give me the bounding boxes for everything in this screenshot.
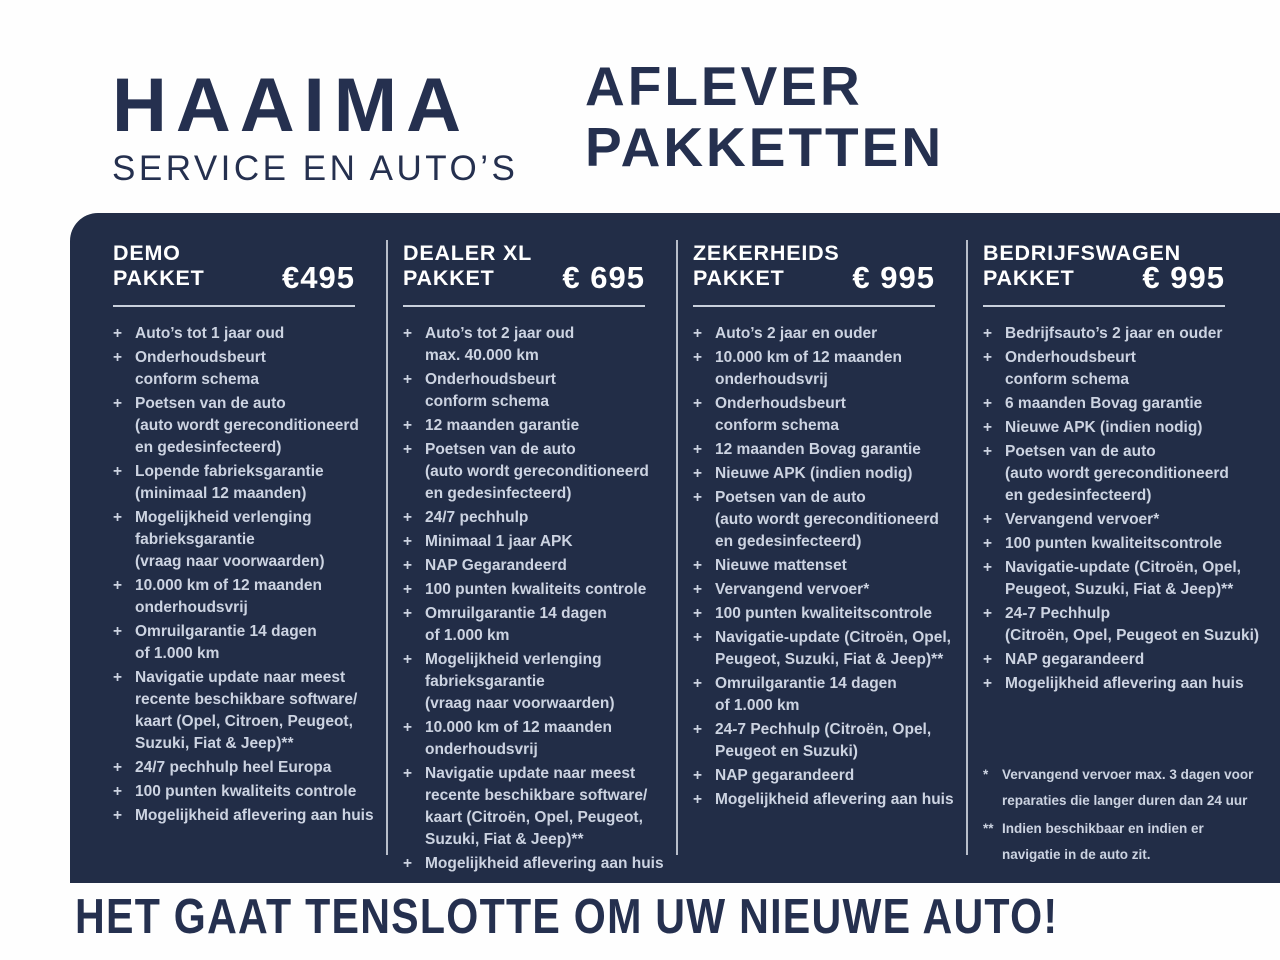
plus-icon: +: [403, 719, 413, 736]
feature-line: en gedesinfecteerd): [135, 439, 282, 456]
package-header: [403, 240, 645, 295]
package-name: [403, 241, 532, 291]
feature-line: Auto’s tot 1 jaar oud: [135, 325, 285, 342]
plus-icon: +: [983, 675, 993, 692]
plus-icon: +: [983, 325, 993, 342]
feature-line: Omruilgarantie 14 dagen: [135, 623, 317, 640]
plus-icon: +: [403, 557, 413, 574]
feature-line: onderhoudsvrij: [715, 371, 828, 388]
feature-line: max. 40.000 km: [425, 347, 539, 364]
plus-icon: +: [113, 807, 123, 824]
feature-line: conform schema: [1005, 371, 1130, 388]
package-name-line: PAKKET: [113, 266, 205, 290]
feature-line: Vervangend vervoer*: [715, 581, 870, 598]
plus-icon: +: [983, 535, 993, 552]
feature-line: Mogelijkheid verlenging: [425, 651, 602, 668]
package-feature: [403, 555, 669, 577]
feature-line: Poetsen van de auto: [425, 441, 576, 458]
package-feature: [113, 575, 379, 619]
feature-line: 6 maanden Bovag garantie: [1005, 395, 1203, 412]
feature-line: Onderhoudsbeurt: [715, 395, 846, 412]
package-name-line: ZEKERHEIDS: [693, 241, 840, 265]
feature-line: conform schema: [135, 371, 260, 388]
plus-icon: +: [113, 349, 123, 366]
feature-line: (auto wordt gereconditioneerd: [715, 511, 939, 528]
plus-icon: +: [403, 533, 413, 550]
package-feature: [693, 765, 959, 787]
feature-line: 100 punten kwaliteitscontrole: [1005, 535, 1223, 552]
feature-line: (auto wordt gereconditioneerd: [425, 463, 649, 480]
feature-line: Lopende fabrieksgarantie: [135, 463, 324, 480]
feature-line: NAP gegarandeerd: [1005, 651, 1145, 668]
feature-line: Nieuwe APK (indien nodig): [1005, 419, 1203, 436]
package-feature: [403, 369, 669, 413]
feature-line: 24-7 Pechhulp (Citroën, Opel,: [715, 721, 932, 738]
package-feature-list: [403, 323, 669, 875]
package-feature: [983, 509, 1272, 531]
logo-tagline: SERVICE EN AUTO’S: [112, 149, 519, 188]
package-feature: [403, 763, 669, 851]
feature-line: Auto’s 2 jaar en ouder: [715, 325, 878, 342]
plus-icon: +: [113, 759, 123, 776]
plus-icon: +: [113, 669, 123, 686]
feature-line: 100 punten kwaliteits controle: [425, 581, 647, 598]
footer-headline: HET GAAT TENSLOTTE OM UW NIEUWE AUTO!: [75, 890, 1059, 944]
package-header: [113, 240, 355, 295]
package-feature: [693, 463, 959, 485]
feature-line: Minimaal 1 jaar APK: [425, 533, 573, 550]
package-name-line: DEALER XL: [403, 241, 533, 265]
plus-icon: +: [693, 489, 703, 506]
plus-icon: +: [693, 721, 703, 738]
plus-icon: +: [983, 511, 993, 528]
package-price: €495: [282, 260, 355, 295]
feature-line: recente beschikbare software/: [135, 691, 358, 708]
footnote-marker: **: [983, 821, 994, 836]
footnote-line: navigatie in de auto zit.: [1002, 847, 1151, 862]
feature-line: conform schema: [425, 393, 550, 410]
plus-icon: +: [113, 395, 123, 412]
package-feature-list: [983, 323, 1272, 695]
feature-line: 12 maanden garantie: [425, 417, 580, 434]
feature-line: (auto wordt gereconditioneerd: [135, 417, 359, 434]
package-feature: [693, 393, 959, 437]
feature-line: Peugeot, Suzuki, Fiat & Jeep)**: [1005, 581, 1234, 598]
package-feature: [693, 323, 959, 345]
feature-line: Omruilgarantie 14 dagen: [425, 605, 607, 622]
plus-icon: +: [693, 581, 703, 598]
feature-line: Navigatie update naar meest: [425, 765, 636, 782]
plus-icon: +: [113, 577, 123, 594]
package-feature: [693, 719, 959, 763]
plus-icon: +: [113, 463, 123, 480]
packages-panel: [70, 213, 1280, 883]
feature-line: Poetsen van de auto: [1005, 443, 1156, 460]
header-rule: [403, 305, 645, 307]
package-feature: [983, 393, 1272, 415]
package-price: € 995: [852, 260, 935, 295]
package-feature: [113, 393, 379, 459]
plus-icon: +: [693, 441, 703, 458]
plus-icon: +: [113, 509, 123, 526]
feature-line: (Citroën, Opel, Peugeot en Suzuki): [1005, 627, 1260, 644]
plus-icon: +: [403, 855, 413, 872]
package-feature: [983, 649, 1272, 671]
plus-icon: +: [693, 395, 703, 412]
plus-icon: +: [693, 605, 703, 622]
package-feature: [403, 531, 669, 553]
feature-line: fabrieksgarantie: [425, 673, 545, 690]
feature-line: Poetsen van de auto: [135, 395, 286, 412]
plus-icon: +: [983, 651, 993, 668]
package-feature: [113, 347, 379, 391]
feature-line: 100 punten kwaliteits controle: [135, 783, 357, 800]
plus-icon: +: [403, 509, 413, 526]
feature-line: Navigatie-update (Citroën, Opel,: [715, 629, 951, 646]
plus-icon: +: [983, 443, 993, 460]
plus-icon: +: [693, 767, 703, 784]
plus-icon: +: [693, 675, 703, 692]
plus-icon: +: [403, 325, 413, 342]
footnote-marker: *: [983, 767, 989, 782]
feature-line: conform schema: [715, 417, 840, 434]
feature-line: Omruilgarantie 14 dagen: [715, 675, 897, 692]
feature-line: of 1.000 km: [715, 697, 800, 714]
haaima-logo: [112, 63, 519, 189]
package-feature: [403, 415, 669, 437]
feature-line: Auto’s tot 2 jaar oud: [425, 325, 575, 342]
feature-line: Suzuki, Fiat & Jeep)**: [135, 735, 294, 752]
package-feature: [113, 667, 379, 755]
package-column-4: [967, 213, 1280, 883]
feature-line: Poetsen van de auto: [715, 489, 866, 506]
feature-line: Mogelijkheid aflevering aan huis: [715, 791, 954, 808]
package-feature: [693, 555, 959, 577]
package-feature: [983, 603, 1272, 647]
logo-name: HAAIMA: [112, 63, 470, 148]
feature-line: Mogelijkheid aflevering aan huis: [425, 855, 664, 872]
plus-icon: +: [983, 559, 993, 576]
header-rule: [983, 305, 1225, 307]
package-feature: [403, 717, 669, 761]
feature-line: Vervangend vervoer*: [1005, 511, 1160, 528]
feature-line: 24/7 pechhulp heel Europa: [135, 759, 332, 776]
feature-line: Onderhoudsbeurt: [1005, 349, 1136, 366]
package-feature: [693, 487, 959, 553]
package-feature: [983, 417, 1272, 439]
package-name: [113, 241, 205, 291]
feature-line: Bedrijfsauto’s 2 jaar en ouder: [1005, 325, 1223, 342]
package-feature: [693, 603, 959, 625]
plus-icon: +: [693, 557, 703, 574]
feature-line: recente beschikbare software/: [425, 787, 648, 804]
package-name-line: PAKKET: [403, 266, 495, 290]
plus-icon: +: [693, 349, 703, 366]
feature-line: 10.000 km of 12 maanden: [135, 577, 322, 594]
package-feature: [693, 789, 959, 811]
feature-line: Peugeot en Suzuki): [715, 743, 858, 760]
package-feature: [113, 323, 379, 345]
package-feature: [113, 621, 379, 665]
package-feature: [403, 649, 669, 715]
feature-line: 24-7 Pechhulp: [1005, 605, 1111, 622]
feature-line: 12 maanden Bovag garantie: [715, 441, 921, 458]
plus-icon: +: [113, 783, 123, 800]
package-feature: [113, 757, 379, 779]
package-header: [983, 240, 1225, 295]
package-feature: [693, 627, 959, 671]
package-feature: [693, 673, 959, 717]
plus-icon: +: [983, 605, 993, 622]
package-name: [693, 241, 840, 291]
package-header: [693, 240, 935, 295]
feature-line: Peugeot, Suzuki, Fiat & Jeep)**: [715, 651, 944, 668]
plus-icon: +: [113, 623, 123, 640]
plus-icon: +: [983, 419, 993, 436]
plus-icon: +: [983, 395, 993, 412]
header-rule: [113, 305, 355, 307]
page-title-line1: AFLEVER: [585, 55, 863, 117]
feature-line: onderhoudsvrij: [135, 599, 248, 616]
feature-line: Mogelijkheid verlenging: [135, 509, 312, 526]
package-feature: [403, 507, 669, 529]
package-name-line: PAKKET: [693, 266, 785, 290]
footnote-line: Indien beschikbaar en indien er: [1002, 821, 1204, 836]
feature-line: 24/7 pechhulp: [425, 509, 529, 526]
feature-line: (auto wordt gereconditioneerd: [1005, 465, 1229, 482]
plus-icon: +: [403, 605, 413, 622]
plus-icon: +: [693, 325, 703, 342]
package-feature: [403, 603, 669, 647]
plus-icon: +: [113, 325, 123, 342]
package-feature: [113, 805, 379, 827]
package-feature: [983, 441, 1272, 507]
plus-icon: +: [693, 791, 703, 808]
plus-icon: +: [983, 349, 993, 366]
package-column-3: [677, 213, 967, 883]
plus-icon: +: [403, 441, 413, 458]
package-feature: [113, 461, 379, 505]
package-feature: [983, 323, 1272, 345]
package-column-1: [70, 213, 387, 883]
package-price: € 995: [1142, 260, 1225, 295]
package-price: € 695: [562, 260, 645, 295]
feature-line: of 1.000 km: [425, 627, 510, 644]
feature-line: Mogelijkheid aflevering aan huis: [1005, 675, 1244, 692]
package-feature: [113, 781, 379, 803]
package-feature: [983, 347, 1272, 391]
feature-line: Onderhoudsbeurt: [425, 371, 556, 388]
feature-line: of 1.000 km: [135, 645, 220, 662]
feature-line: Navigatie-update (Citroën, Opel,: [1005, 559, 1241, 576]
footnote-line: Vervangend vervoer max. 3 dagen voor: [1002, 767, 1254, 782]
feature-line: onderhoudsvrij: [425, 741, 538, 758]
feature-line: 10.000 km of 12 maanden: [715, 349, 902, 366]
package-feature: [693, 347, 959, 391]
feature-line: 100 punten kwaliteitscontrole: [715, 605, 933, 622]
package-name-line: BEDRIJFSWAGEN: [983, 241, 1181, 265]
feature-line: en gedesinfecteerd): [425, 485, 572, 502]
plus-icon: +: [403, 581, 413, 598]
feature-line: Navigatie update naar meest: [135, 669, 346, 686]
package-feature: [983, 673, 1272, 695]
header-rule: [693, 305, 935, 307]
package-feature: [113, 507, 379, 573]
package-feature-list: [113, 323, 379, 827]
feature-line: 10.000 km of 12 maanden: [425, 719, 612, 736]
feature-line: Suzuki, Fiat & Jeep)**: [425, 831, 584, 848]
package-feature: [403, 323, 669, 367]
footnote-line: reparaties die langer duren dan 24 uur: [1002, 793, 1248, 808]
package-feature: [403, 853, 669, 875]
footnote: [983, 816, 1253, 868]
package-name-line: PAKKET: [983, 266, 1075, 290]
feature-line: en gedesinfecteerd): [715, 533, 862, 550]
package-feature: [693, 439, 959, 461]
feature-line: Onderhoudsbeurt: [135, 349, 266, 366]
package-feature: [983, 557, 1272, 601]
page-title-line2: PAKKETTEN: [585, 116, 945, 178]
feature-line: (vraag naar voorwaarden): [135, 553, 325, 570]
feature-line: kaart (Citroën, Opel, Peugeot,: [425, 809, 643, 826]
footnote: [983, 762, 1253, 814]
package-feature: [693, 579, 959, 601]
feature-line: Nieuwe APK (indien nodig): [715, 465, 913, 482]
plus-icon: +: [403, 765, 413, 782]
page-title: [585, 56, 944, 178]
plus-icon: +: [403, 371, 413, 388]
feature-line: NAP Gegarandeerd: [425, 557, 567, 574]
footnotes: [983, 762, 1253, 870]
package-feature: [983, 533, 1272, 555]
feature-line: (minimaal 12 maanden): [135, 485, 307, 502]
plus-icon: +: [403, 417, 413, 434]
package-column-2: [387, 213, 677, 883]
feature-line: NAP gegarandeerd: [715, 767, 855, 784]
feature-line: fabrieksgarantie: [135, 531, 255, 548]
package-feature-list: [693, 323, 959, 811]
plus-icon: +: [403, 651, 413, 668]
plus-icon: +: [693, 465, 703, 482]
feature-line: Nieuwe mattenset: [715, 557, 847, 574]
package-name-line: DEMO: [113, 241, 181, 265]
feature-line: en gedesinfecteerd): [1005, 487, 1152, 504]
feature-line: (vraag naar voorwaarden): [425, 695, 615, 712]
plus-icon: +: [693, 629, 703, 646]
package-feature: [403, 439, 669, 505]
feature-line: Mogelijkheid aflevering aan huis: [135, 807, 374, 824]
feature-line: kaart (Opel, Citroen, Peugeot,: [135, 713, 353, 730]
package-feature: [403, 579, 669, 601]
